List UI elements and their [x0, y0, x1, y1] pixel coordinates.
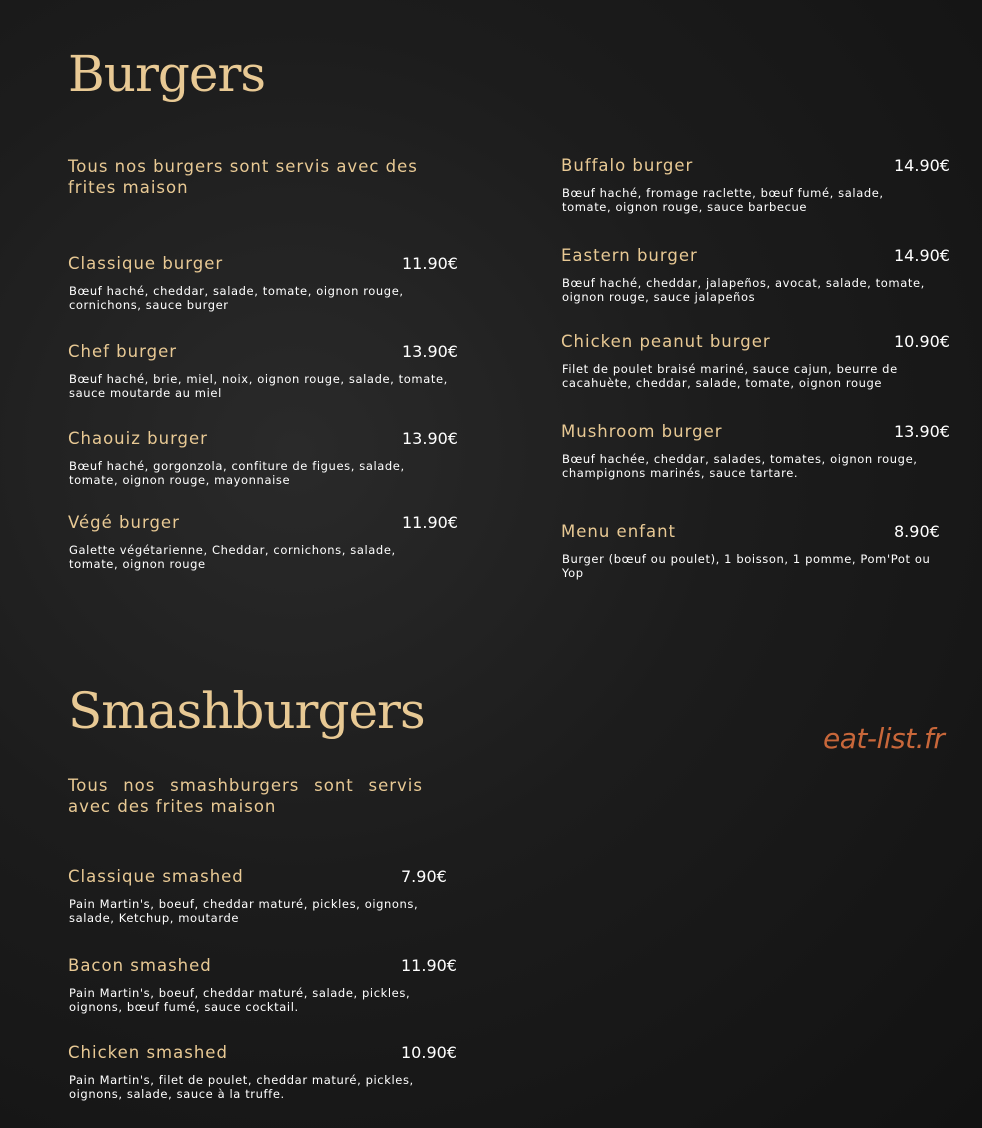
item-description: Pain Martin's, boeuf, cheddar maturé, salade, pickles, oignons, bœuf fumé, sauce cocktail. — [69, 986, 411, 1015]
item-description: Bœuf haché, cheddar, jalapeños, avocat, salade, tomate, oignon rouge, sauce jalapeños — [562, 276, 925, 305]
item-description: Bœuf haché, brie, miel, noix, oignon rouge, salade, tomate, sauce moutarde au miel — [69, 372, 448, 401]
item-name: Menu enfant — [561, 522, 677, 541]
item-name: Végé burger — [68, 513, 180, 532]
burgers-intro: Tous nos burgers sont servis avec des frites maison — [68, 157, 418, 197]
item-description: Bœuf haché, cheddar, salade, tomate, oignon rouge, cornichons, sauce burger — [69, 284, 404, 313]
item-name: Chicken smashed — [68, 1043, 228, 1062]
item-price: 14.90€ — [894, 156, 950, 175]
item-name: Buffalo burger — [561, 156, 694, 175]
item-price: 10.90€ — [401, 1043, 457, 1062]
item-price: 13.90€ — [402, 342, 458, 361]
item-price: 11.90€ — [402, 254, 458, 273]
item-price: 11.90€ — [402, 513, 458, 532]
smashburgers-intro: Tous nos smashburgers sont servis avec des frites maison — [68, 776, 423, 816]
item-price: 14.90€ — [894, 246, 950, 265]
item-description: Bœuf hachée, cheddar, salades, tomates, oignon rouge, champignons marinés, sauce tartare. — [562, 452, 918, 481]
item-price: 8.90€ — [894, 522, 940, 541]
watermark: eat-list.fr — [823, 722, 945, 755]
item-name: Eastern burger — [561, 246, 698, 265]
item-name: Chaouiz burger — [68, 429, 208, 448]
item-price: 13.90€ — [402, 429, 458, 448]
item-name: Chef burger — [68, 342, 178, 361]
item-description: Filet de poulet braisé mariné, sauce cajun, beurre de cacahuète, cheddar, salade, tomate, oignon rouge — [562, 362, 898, 391]
item-price: 11.90€ — [401, 956, 457, 975]
item-name: Chicken peanut burger — [561, 332, 771, 351]
item-price: 10.90€ — [894, 332, 950, 351]
smashburgers-title: Smashburgers — [68, 682, 425, 740]
item-description: Galette végétarienne, Cheddar, cornichons, salade, tomate, oignon rouge — [69, 543, 396, 572]
item-description: Burger (bœuf ou poulet), 1 boisson, 1 pomme, Pom'Pot ou Yop — [562, 552, 931, 581]
item-price: 7.90€ — [401, 867, 447, 886]
item-name: Bacon smashed — [68, 956, 212, 975]
item-description: Pain Martin's, filet de poulet, cheddar maturé, pickles, oignons, salade, sauce à la truffe. — [69, 1073, 414, 1102]
item-description: Bœuf haché, gorgonzola, confiture de figues, salade, tomate, oignon rouge, mayonnaise — [69, 459, 405, 488]
item-description: Pain Martin's, boeuf, cheddar maturé, pickles, oignons, salade, Ketchup, moutarde — [69, 897, 419, 926]
item-name: Mushroom burger — [561, 422, 723, 441]
item-description: Bœuf haché, fromage raclette, bœuf fumé, salade, tomate, oignon rouge, sauce barbecue — [562, 186, 884, 215]
item-name: Classique burger — [68, 254, 224, 273]
item-name: Classique smashed — [68, 867, 244, 886]
burgers-title: Burgers — [68, 45, 266, 103]
item-price: 13.90€ — [894, 422, 950, 441]
